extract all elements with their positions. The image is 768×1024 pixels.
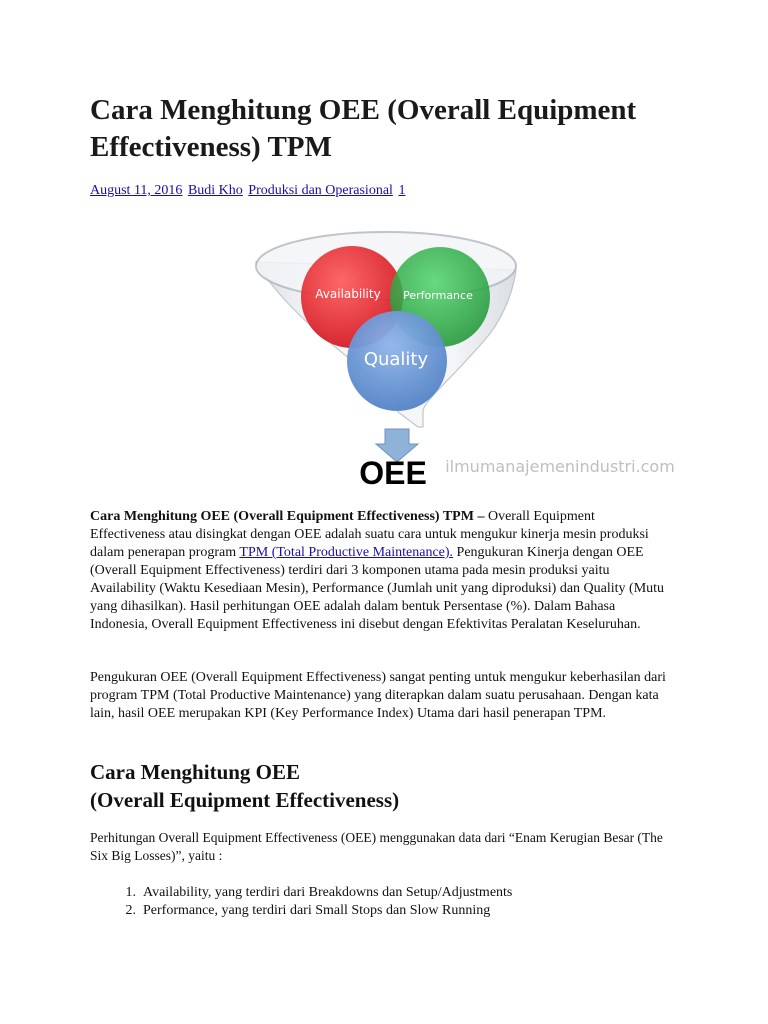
- list-item-text: Availability, yang terdiri dari Breakdowns dan Setup/Adjustments: [143, 885, 513, 900]
- availability-label: Availability: [315, 287, 381, 301]
- page-title: Cara Menghitung OEE (Overall Equipment Effectiveness) TPM: [90, 94, 637, 163]
- intro-text-a: Overall Equipment Effectiveness atau disingkat dengan OEE adalah suatu cara untuk mengukur kinerja mesin produksi dalam penerapan program: [90, 509, 649, 560]
- six-big-losses-paragraph: Perhitungan Overall Equipment Effectiveness (OEE) menggunakan data dari “Enam Kerugian Besar (The Six Big Losses)”, yaitu :: [90, 830, 663, 863]
- tpm-link[interactable]: TPM (Total Productive Maintenance).: [239, 545, 454, 560]
- list-item: [90, 902, 512, 920]
- list-item-number: 1.: [125, 885, 136, 900]
- section-heading-line2: (Overall Equipment Effectiveness): [90, 788, 400, 812]
- watermark-text: ilmumanajemenindustri.com: [445, 457, 675, 476]
- oee-result-label: OEE: [359, 455, 427, 490]
- author-link[interactable]: Budi Kho: [187, 183, 243, 198]
- list-item-number: 2.: [125, 903, 136, 918]
- list-item-text: Performance, yang terdiri dari Small Stops dan Slow Running: [143, 903, 491, 918]
- post-date-link[interactable]: August 11, 2016: [90, 183, 183, 198]
- losses-list: [90, 884, 512, 920]
- quality-label: Quality: [363, 349, 429, 370]
- section-heading-line1: Cara Menghitung OEE: [90, 760, 301, 784]
- performance-label: Performance: [403, 289, 473, 302]
- oee-importance-paragraph: Pengukuran OEE (Overall Equipment Effectiveness) sangat penting untuk mengukur keberhasilan dari program TPM (Total Productive Maintenance) yang diterapkan dalam suatu perusahaan. Dengan kata lain, hasil OEE merupakan KPI (Key Performance Index) Utama dari hasil penerapan TPM.: [90, 670, 666, 721]
- category-link[interactable]: Produksi dan Operasional: [248, 183, 393, 198]
- intro-lead: Cara Menghitung OEE (Overall Equipment Effectiveness) TPM –: [90, 509, 485, 524]
- intro-paragraph: [90, 508, 670, 634]
- post-meta: [90, 183, 407, 199]
- comments-count-link[interactable]: 1: [398, 183, 406, 198]
- intro-text-b: Pengukuran Kinerja dengan OEE (Overall Equipment Effectiveness) terdiri dari 3 komponen utama pada mesin produksi yaitu Availability (Waktu Kesediaan Mesin), Performance (Jumlah unit yang diproduksi) dan Quality (Mutu yang dihasilkan). Hasil perhitungan OEE adalah dalam bentuk Persentase (%). Dalam Bahasa Indonesia, Overall Equipment Effectiveness ini disebut dengan Efektivitas Peralatan Keseluruhan.: [90, 545, 665, 632]
- section-heading: [90, 758, 399, 814]
- oee-funnel-diagram: [248, 222, 693, 490]
- list-item: [90, 884, 512, 902]
